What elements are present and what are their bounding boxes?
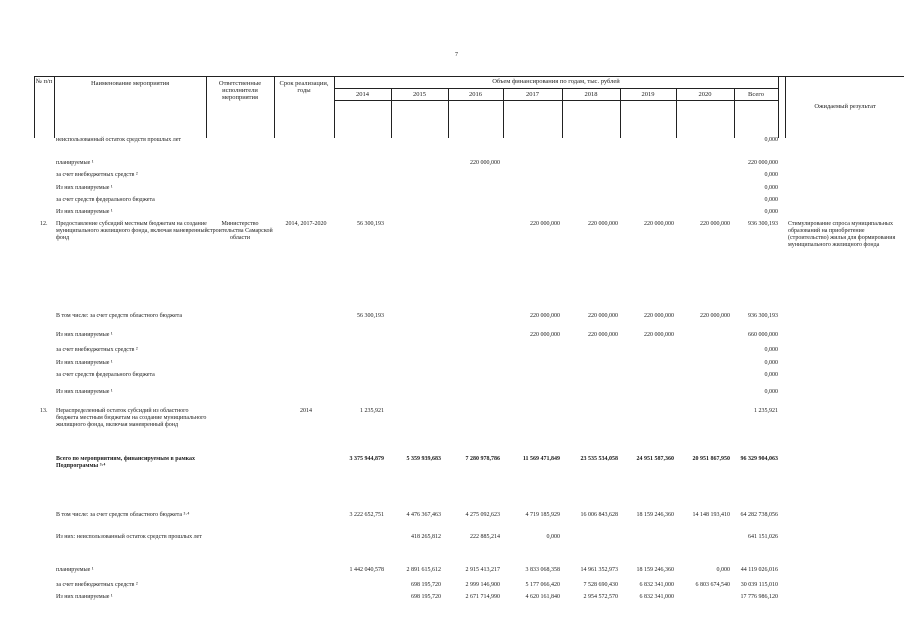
row-name: планируемые ¹ bbox=[56, 160, 94, 166]
year-header: 2014 bbox=[356, 91, 369, 98]
row-value: 220 000,000 bbox=[588, 332, 618, 338]
row-name: Всего по мероприятиям, финансируемым в рамках Подпрограммы ³·⁴ bbox=[56, 456, 196, 469]
row-value: 1 442 040,578 bbox=[349, 567, 384, 573]
row-value: 0,000 bbox=[764, 185, 778, 191]
row-name: за счет средств федерального бюджета bbox=[56, 197, 155, 203]
row-value: 698 195,720 bbox=[411, 582, 441, 588]
row-value: 7 528 690,430 bbox=[583, 582, 618, 588]
row-value: 18 159 246,360 bbox=[636, 512, 674, 518]
row-value: 0,000 bbox=[546, 534, 560, 540]
row-name: Из них планируемые ¹ bbox=[56, 332, 113, 338]
col-term-header: Срок реализации, годы bbox=[279, 80, 329, 94]
row-name: В том числе: за счет средств областного бюджета ³·⁴ bbox=[56, 512, 190, 518]
row-value: 1 235,921 bbox=[360, 408, 384, 414]
year-header: 2019 bbox=[641, 91, 655, 98]
row-value: 0,000 bbox=[764, 389, 778, 395]
page-number: 7 bbox=[455, 52, 458, 58]
row-value: 17 776 986,120 bbox=[740, 594, 778, 600]
col-name-header: Наименование мероприятия bbox=[90, 80, 170, 87]
row-value: 0,000 bbox=[764, 347, 778, 353]
row-term: 2014 bbox=[300, 408, 312, 414]
col-num-header: № п/п bbox=[35, 78, 53, 85]
row-value: 4 719 185,929 bbox=[525, 512, 560, 518]
row-value: 2 915 413,217 bbox=[465, 567, 500, 573]
row-value: 220 000,000 bbox=[588, 221, 618, 227]
row-name: В том числе: за счет средств областного бюджета bbox=[56, 313, 182, 319]
row-name: за счет внебюджетных средств ² bbox=[56, 347, 138, 353]
row-name: Из них планируемые ¹ bbox=[56, 209, 113, 215]
row-value: 0,000 bbox=[764, 360, 778, 366]
row-value: 698 195,720 bbox=[411, 594, 441, 600]
row-value: 18 159 246,360 bbox=[636, 567, 674, 573]
row-value: 3 375 944,879 bbox=[349, 456, 384, 462]
row-value: 7 280 978,786 bbox=[465, 456, 500, 462]
row-number: 13. bbox=[40, 408, 48, 414]
row-name: за счет внебюджетных средств ² bbox=[56, 582, 138, 588]
row-responsible: Министерство строительства Самарской области bbox=[207, 221, 273, 241]
row-value: 660 000,000 bbox=[748, 332, 778, 338]
year-header: 2016 bbox=[469, 91, 482, 98]
row-value: 56 300,193 bbox=[357, 313, 384, 319]
year-header: 2017 bbox=[526, 91, 539, 98]
row-value: 14 961 352,973 bbox=[580, 567, 618, 573]
row-value: 0,000 bbox=[764, 197, 778, 203]
row-value: 5 177 066,420 bbox=[525, 582, 560, 588]
row-name: Из них: неиспользованный остаток средств прошлых лет bbox=[56, 534, 202, 540]
col-resp-header: Ответственные исполнители мероприятия bbox=[218, 80, 262, 101]
row-value: 641 151,026 bbox=[748, 534, 778, 540]
col-result-header: Ожидаемый результат bbox=[814, 103, 876, 110]
row-value: 3 833 068,358 bbox=[525, 567, 560, 573]
row-value: 220 000,000 bbox=[644, 221, 674, 227]
row-value: 936 300,193 bbox=[748, 313, 778, 319]
row-name: планируемые ¹ bbox=[56, 567, 94, 573]
row-value: 23 535 534,058 bbox=[580, 456, 618, 462]
row-value: 16 006 843,628 bbox=[580, 512, 618, 518]
row-value: 6 803 674,540 bbox=[695, 582, 730, 588]
row-name: неиспользованный остаток средств прошлых лет bbox=[56, 137, 182, 143]
row-value: 2 954 572,570 bbox=[583, 594, 618, 600]
row-value: 4 275 092,623 bbox=[465, 512, 500, 518]
row-value: 220 000,000 bbox=[470, 160, 500, 166]
row-value: 4 476 367,463 bbox=[406, 512, 441, 518]
row-value: 220 000,000 bbox=[530, 332, 560, 338]
row-value: 11 569 471,849 bbox=[522, 456, 560, 462]
row-value: 4 620 161,840 bbox=[525, 594, 560, 600]
row-value: 6 832 341,000 bbox=[639, 582, 674, 588]
table-header bbox=[0, 0, 905, 140]
row-value: 96 329 904,063 bbox=[740, 456, 778, 462]
row-value: 220 000,000 bbox=[700, 313, 730, 319]
row-value: 2 999 146,900 bbox=[465, 582, 500, 588]
row-value: 220 000,000 bbox=[644, 313, 674, 319]
row-value: 936 300,193 bbox=[748, 221, 778, 227]
row-value: 24 951 587,360 bbox=[636, 456, 674, 462]
row-name: Из них планируемые ¹ bbox=[56, 360, 113, 366]
row-value: 14 148 193,410 bbox=[692, 512, 730, 518]
row-value: 220 000,000 bbox=[644, 332, 674, 338]
row-name: за счет внебюджетных средств ² bbox=[56, 172, 138, 178]
row-value: 64 282 738,056 bbox=[740, 512, 778, 518]
row-value: 222 885,214 bbox=[470, 534, 500, 540]
year-header: 2015 bbox=[413, 91, 426, 98]
row-name: Из них планируемые ¹ bbox=[56, 389, 113, 395]
col-fin-header: Объем финансирования по годам, тыс. рублей bbox=[492, 78, 620, 85]
row-name: Нераспределенный остаток субсидий из областного бюджета местным бюджетам на создание муниципального жилищного фонда, включая маневренный фонд bbox=[56, 408, 207, 428]
row-value: 20 951 867,950 bbox=[692, 456, 730, 462]
row-value: 3 222 652,751 bbox=[349, 512, 384, 518]
row-value: 6 832 341,000 bbox=[639, 594, 674, 600]
row-value: 0,000 bbox=[764, 372, 778, 378]
row-name: Предоставление субсидий местным бюджетам на создание муниципального жилищного фонда, включая маневренный фонд bbox=[56, 221, 208, 241]
row-value: 220 000,000 bbox=[530, 221, 560, 227]
year-header: Всего bbox=[748, 91, 764, 98]
row-value: 56 300,193 bbox=[357, 221, 384, 227]
row-value: 2 891 615,612 bbox=[406, 567, 441, 573]
row-value: 0,000 bbox=[764, 209, 778, 215]
row-value: 220 000,000 bbox=[700, 221, 730, 227]
row-value: 0,000 bbox=[716, 567, 730, 573]
row-value: 2 671 714,990 bbox=[465, 594, 500, 600]
year-header: 2020 bbox=[698, 91, 712, 98]
row-value: 220 000,000 bbox=[530, 313, 560, 319]
row-term: 2014, 2017-2020 bbox=[285, 221, 327, 227]
row-value: 220 000,000 bbox=[588, 313, 618, 319]
row-value: 5 359 939,683 bbox=[406, 456, 441, 462]
row-value: 0,000 bbox=[764, 137, 778, 143]
row-value: 1 235,921 bbox=[754, 408, 778, 414]
row-number: 12. bbox=[40, 221, 48, 227]
row-name: Из них планируемые ¹ bbox=[56, 185, 113, 191]
row-value: 44 119 026,016 bbox=[740, 567, 778, 573]
row-name: за счет средств федерального бюджета bbox=[56, 372, 155, 378]
row-value: 418 265,812 bbox=[411, 534, 441, 540]
year-header: 2018 bbox=[584, 91, 598, 98]
row-value: 0,000 bbox=[764, 172, 778, 178]
row-value: 30 039 115,010 bbox=[740, 582, 778, 588]
row-name: Из них планируемые ¹ bbox=[56, 594, 113, 600]
row-result: Стимулирование спроса муниципальных образований на приобретение (строительство) жилья для формирования муниципального жилищного фонда bbox=[788, 221, 896, 248]
row-value: 220 000,000 bbox=[748, 160, 778, 166]
